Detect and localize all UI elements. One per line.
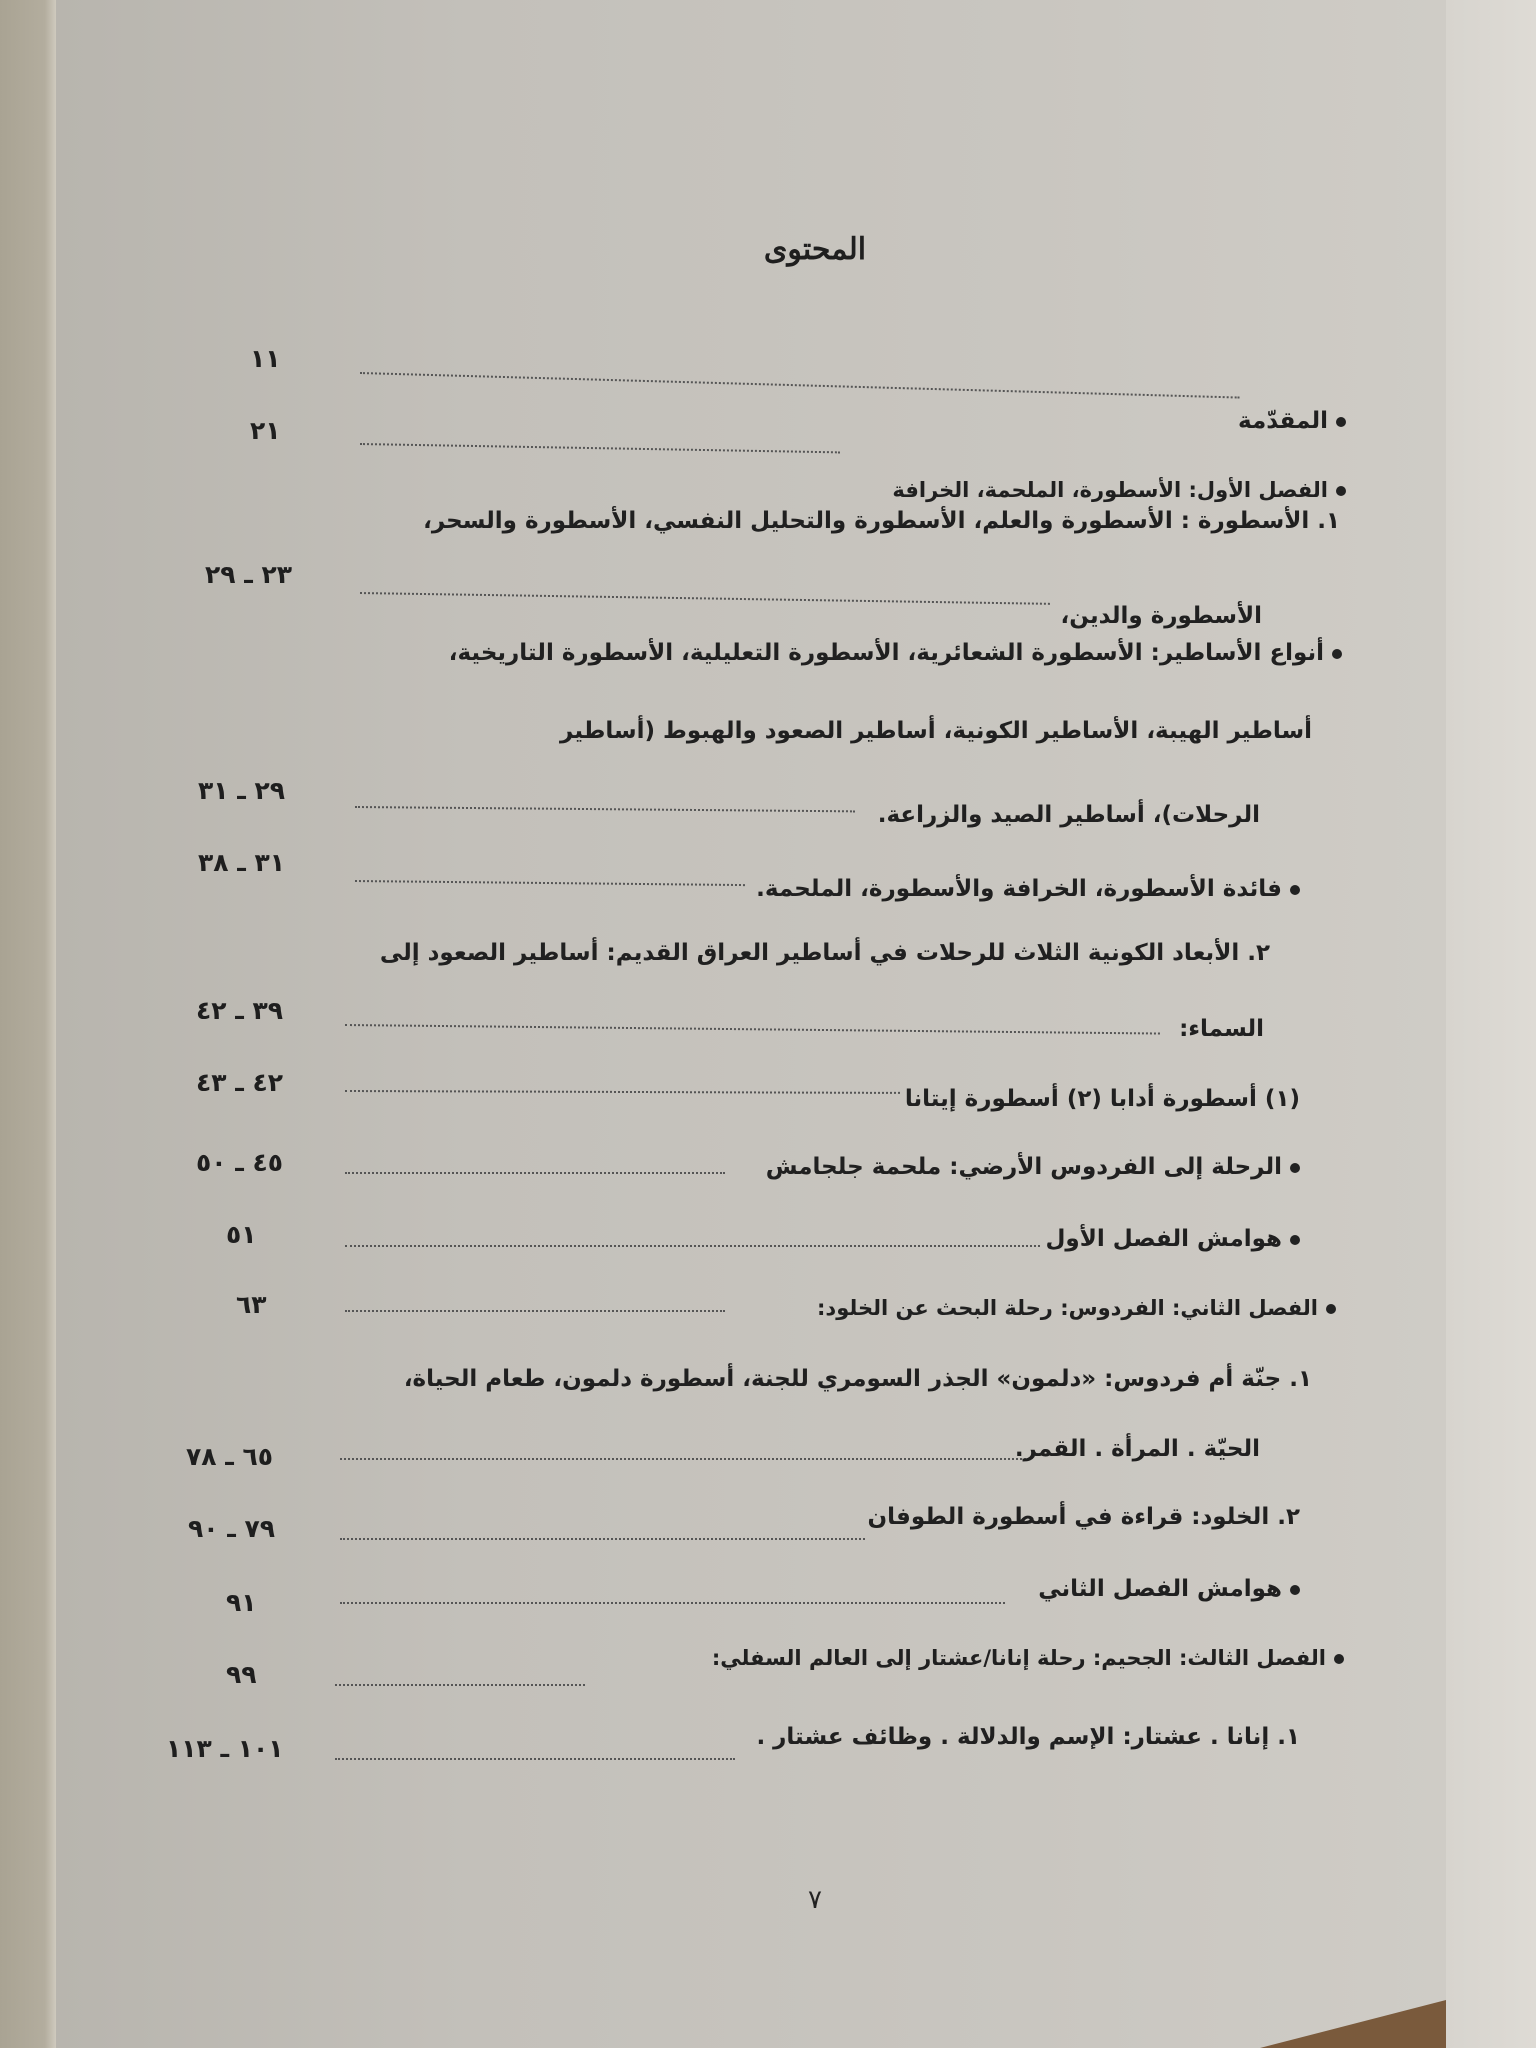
toc-page-ref: ٩١ — [226, 1588, 257, 1617]
bullet-icon — [1336, 486, 1346, 496]
toc-chapter-line: الفصل الأول: الأسطورة، الملحمة، الخرافة — [892, 478, 1346, 502]
book-gutter — [0, 0, 56, 2048]
toc-page-ref: ٦٣ — [236, 1290, 267, 1319]
page-number: ٧ — [808, 1885, 822, 1915]
dot-leader — [345, 1172, 725, 1174]
toc-entry-line: أساطير الهيبة، الأساطير الكونية، أساطير الصعود والهبوط (أساطير — [560, 718, 1312, 744]
toc-page-ref: ٢٩ ـ ٣١ — [198, 776, 286, 805]
toc-entry-line: الأسطورة والدين، — [1060, 603, 1262, 629]
bullet-icon — [1334, 1654, 1344, 1664]
page-title: المحتوى — [763, 232, 867, 267]
dot-leader — [340, 1602, 1005, 1604]
toc-page-ref: ٩٩ — [226, 1660, 257, 1689]
next-page-edge — [1446, 0, 1536, 2048]
bullet-icon — [1290, 885, 1300, 895]
toc-page-ref: ١١ — [250, 344, 281, 373]
toc-chapter-line: الفصل الثاني: الفردوس: رحلة البحث عن الخلود: — [817, 1296, 1336, 1320]
toc-entry-line: المقدّمة — [1238, 408, 1346, 434]
bullet-icon — [1336, 417, 1346, 427]
bullet-icon — [1326, 1304, 1336, 1314]
toc-page-ref: ٤٢ ـ ٤٣ — [196, 1068, 284, 1097]
toc-entry-line: (١) أسطورة أدابا (٢) أسطورة إيتانا — [904, 1086, 1300, 1112]
toc-entry-line: فائدة الأسطورة، الخرافة والأسطورة، الملحمة. — [756, 876, 1300, 902]
dot-leader — [335, 1684, 585, 1686]
dot-leader — [340, 1458, 1030, 1460]
dot-leader — [335, 1758, 735, 1760]
dot-leader — [345, 1245, 1040, 1247]
toc-page-ref: ٣١ ـ ٣٨ — [198, 848, 286, 877]
toc-entry-line: هوامش الفصل الثاني — [1038, 1576, 1300, 1602]
toc-page-ref: ٧٩ ـ ٩٠ — [188, 1514, 276, 1543]
toc-entry-line: الرحلة إلى الفردوس الأرضي: ملحمة جلجامش — [766, 1154, 1300, 1180]
toc-page-ref: ٤٥ ـ ٥٠ — [196, 1148, 284, 1177]
dot-leader — [340, 1538, 865, 1540]
bullet-icon — [1332, 649, 1342, 659]
toc-page-ref: ٢٣ ـ ٢٩ — [205, 560, 293, 589]
toc-page-ref: ٣٩ ـ ٤٢ — [196, 996, 284, 1025]
dot-leader — [345, 1310, 725, 1312]
toc-entry-line: الحيّة . المرأة . القمر. — [1014, 1436, 1260, 1462]
toc-page-ref: ٢١ — [250, 416, 281, 445]
toc-page-ref: ٦٥ ـ ٧٨ — [186, 1442, 274, 1471]
toc-chapter-line: الفصل الثالث: الجحيم: رحلة إنانا/عشتار إلى العالم السفلي: — [712, 1646, 1344, 1670]
bullet-icon — [1290, 1163, 1300, 1173]
bullet-icon — [1290, 1235, 1300, 1245]
toc-entry-line: ١. إنانا . عشتار: الإسم والدلالة . وظائف عشتار . — [756, 1724, 1300, 1750]
toc-entry-line: ٢. الخلود: قراءة في أسطورة الطوفان — [867, 1504, 1300, 1530]
toc-entry-line: ١. جنّة أم فردوس: «دلمون» الجذر السومري للجنة، أسطورة دلمون، طعام الحياة، — [403, 1366, 1312, 1392]
bullet-icon — [1290, 1585, 1300, 1595]
toc-entry-line: الرحلات)، أساطير الصيد والزراعة. — [877, 802, 1260, 828]
toc-page-ref: ٥١ — [226, 1220, 257, 1249]
toc-entry-line: أنواع الأساطير: الأسطورة الشعائرية، الأسطورة التعليلية، الأسطورة التاريخية، — [449, 640, 1342, 666]
toc-entry-line: هوامش الفصل الأول — [1045, 1226, 1300, 1252]
toc-entry-line: ١. الأسطورة : الأسطورة والعلم، الأسطورة والتحليل النفسي، الأسطورة والسحر، — [423, 508, 1340, 534]
toc-entry-line: السماء: — [1179, 1016, 1264, 1042]
toc-entry-line: ٢. الأبعاد الكونية الثلاث للرحلات في أساطير العراق القديم: أساطير الصعود إلى — [379, 940, 1270, 966]
toc-page-ref: ١٠١ ـ ١١٣ — [166, 1734, 284, 1763]
